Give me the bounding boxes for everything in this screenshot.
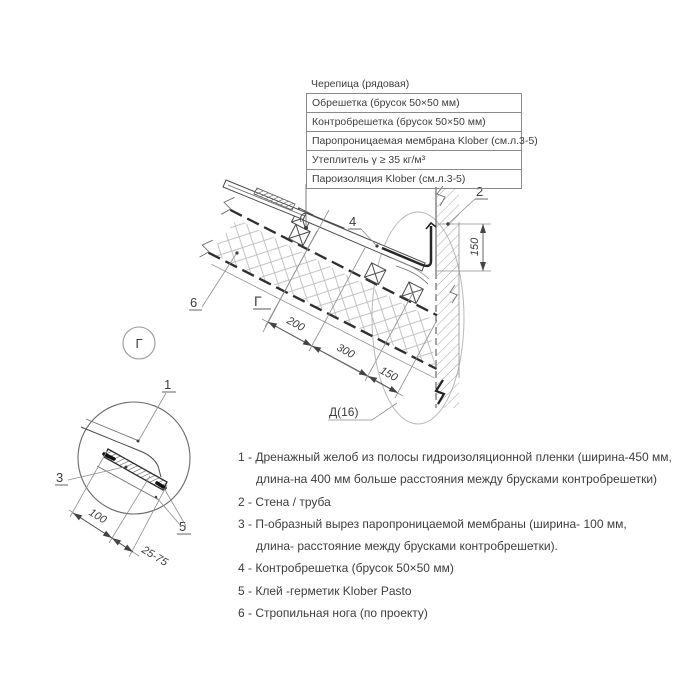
dim-300-text: 300 xyxy=(334,341,357,362)
legend-line-3b: длина- расстояние между брусками контробрешетки). xyxy=(256,539,558,554)
table-row-insulation: Утеплитель γ ≥ 35 кг/м³ xyxy=(306,151,522,170)
label-1: 1 xyxy=(164,377,172,392)
detail-membrane xyxy=(81,427,161,477)
table-row-vapour-barrier: Пароизоляция Klober (см.л.3-5) xyxy=(306,170,522,189)
legend-line-6: 6 - Стропильная нога (по проекту) xyxy=(238,606,428,621)
legend-line-3: 3 - П-образный вырез паропроницаемой мембраны (ширина- 100 мм, xyxy=(238,516,627,531)
dim-100-text: 100 xyxy=(86,506,109,527)
label-4: 4 xyxy=(349,214,357,229)
dim-25-75-text: 25-75 xyxy=(139,544,170,569)
label-6: 6 xyxy=(190,295,198,310)
label-3: 3 xyxy=(56,470,64,485)
label-5: 5 xyxy=(179,519,187,534)
legend-line-5: 5 - Клей -герметик Klober Pasto xyxy=(238,583,412,598)
table-row-battens: Обрешетка (брусок 50×50 мм) xyxy=(306,94,522,113)
detail-reference xyxy=(328,403,397,420)
legend-line-1: 1 - Дренажный желоб из полосы гидроизоляционной пленки (ширина-450 мм, xyxy=(238,450,672,464)
detail-top-line xyxy=(86,419,139,441)
break-mark xyxy=(219,194,237,217)
view-bubble xyxy=(123,327,155,359)
table-leader-dot xyxy=(304,226,308,230)
dim-150-slope-text: 150 xyxy=(377,364,400,385)
table-row-membrane: Паропроницаемая мембрана Klober (см.л.3-5) xyxy=(306,132,522,151)
section-letter: Г xyxy=(254,293,262,309)
detail-ref-text: Д(16) xyxy=(329,405,359,419)
legend-line-4: 4 - Контробрешетка (брусок 50×50 мм) xyxy=(238,561,454,576)
roof-assembly xyxy=(196,176,475,377)
detail-circle xyxy=(55,377,191,569)
legend-line-2: 2 - Стена / труба xyxy=(238,494,331,509)
legend xyxy=(238,446,672,624)
dim-150-wall-text: 150 xyxy=(469,237,481,257)
wall-hatch xyxy=(437,188,459,408)
label-2: 2 xyxy=(476,184,484,199)
break-mark xyxy=(197,237,215,260)
wall-flashing xyxy=(382,223,436,266)
wall xyxy=(436,186,459,408)
roof-layers-table xyxy=(306,75,538,189)
table-row-tiles: Черепица (рядовая) xyxy=(306,75,522,94)
dim-200-text: 200 xyxy=(284,314,307,335)
view-bubble-letter: Г xyxy=(135,336,143,351)
table-row-counter-battens: Контробрешетка (брусок 50×50 мм) xyxy=(306,113,522,132)
legend-line-1b: длина-на 400 мм больше расстояния между брусками контробрешетки) xyxy=(256,472,658,487)
